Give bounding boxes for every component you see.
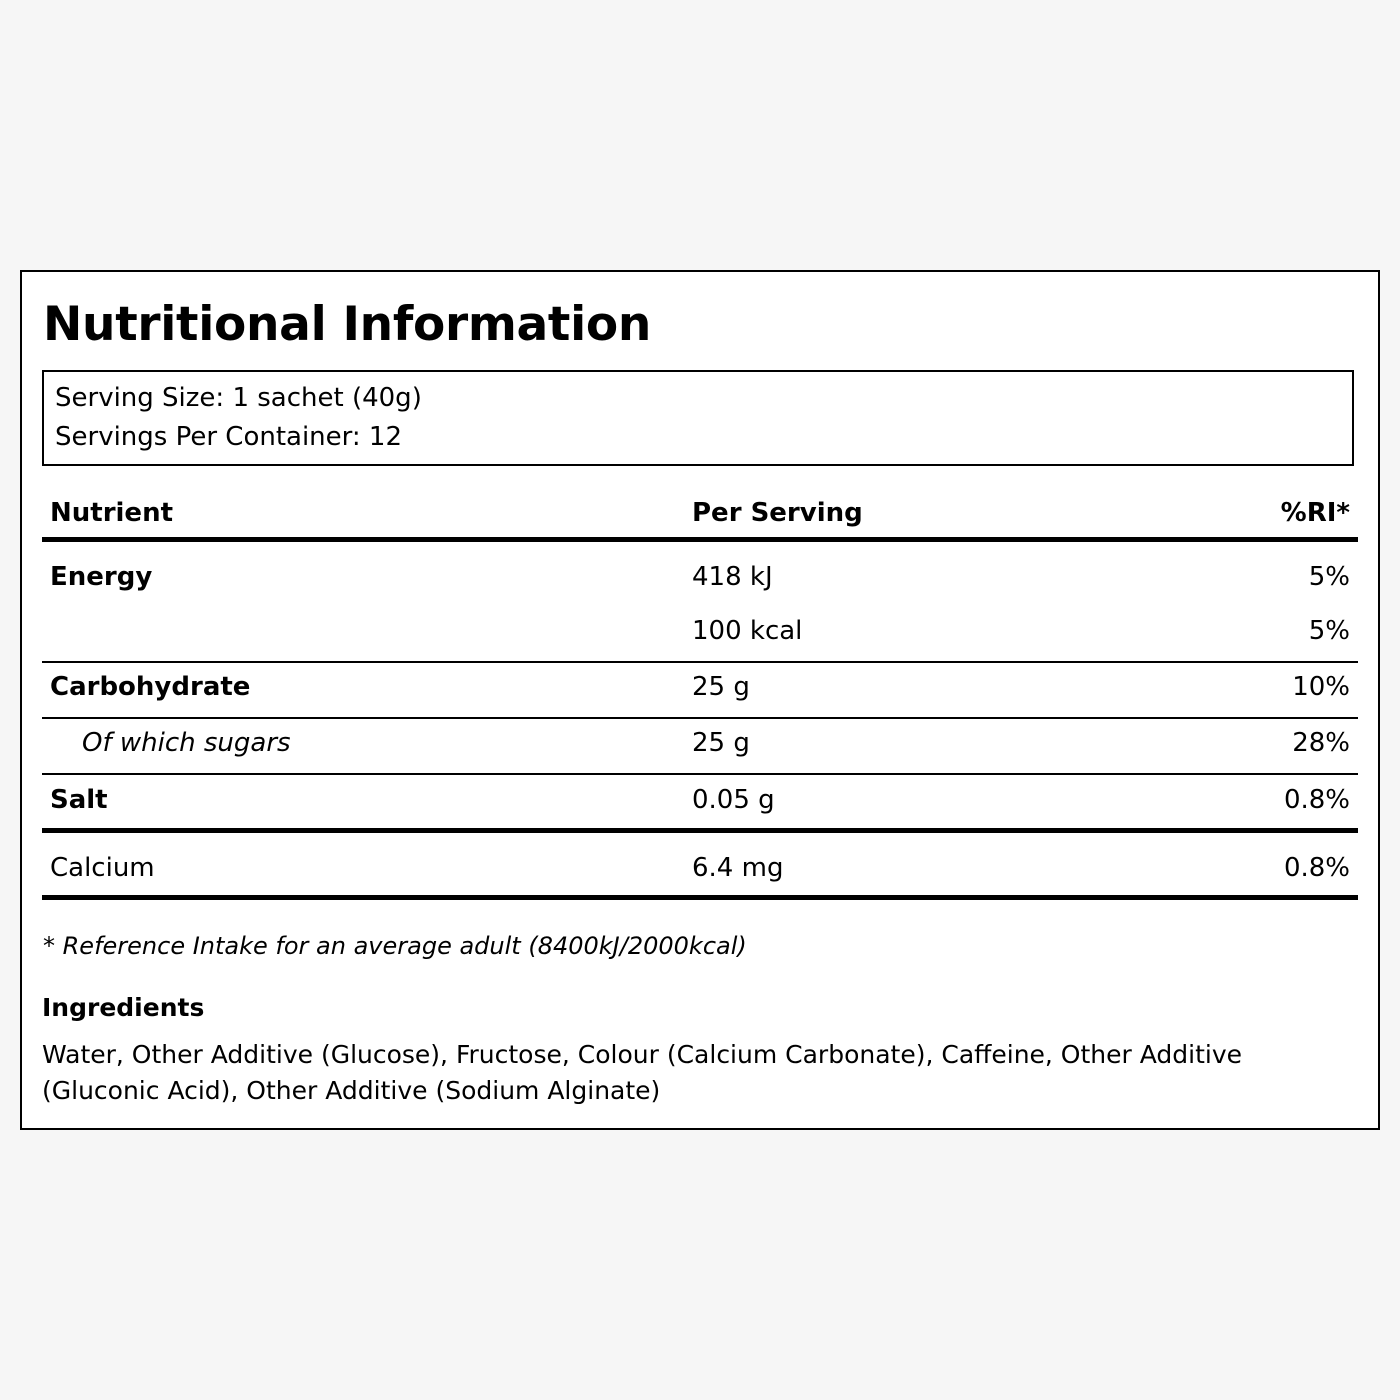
nutrition-table <box>42 490 1358 900</box>
servings-per-container: Servings Per Container: 12 <box>55 422 403 452</box>
per-serving-value: 100 kcal <box>692 616 803 646</box>
table-header-row <box>42 490 1358 542</box>
nutrient-name: Energy <box>50 562 153 592</box>
serving-info-box <box>42 370 1354 466</box>
table-row-energy <box>42 542 1358 663</box>
ri-value: 10% <box>1292 672 1350 702</box>
nutrient-name: Of which sugars <box>82 728 291 758</box>
ri-value: 0.8% <box>1283 853 1350 883</box>
table-row-carbohydrate <box>42 663 1358 719</box>
serving-size: Serving Size: 1 sachet (40g) <box>55 383 422 413</box>
ri-value: 28% <box>1292 728 1350 758</box>
nutrient-name: Calcium <box>50 853 155 883</box>
per-serving-value: 6.4 mg <box>692 853 784 883</box>
table-row-salt <box>42 775 1358 833</box>
per-serving-value: 25 g <box>692 672 750 702</box>
label-title: Nutritional Information <box>43 297 652 352</box>
per-serving-value: 0.05 g <box>692 785 775 815</box>
header-nutrient: Nutrient <box>50 498 174 528</box>
nutrition-label-panel <box>20 270 1380 1130</box>
header-per-serving: Per Serving <box>692 498 863 528</box>
per-serving-value: 25 g <box>692 728 750 758</box>
ri-value: 5% <box>1308 562 1350 592</box>
ri-value: 5% <box>1308 616 1350 646</box>
per-serving-value: 418 kJ <box>692 562 773 592</box>
ingredients-list: Water, Other Additive (Glucose), Fructose, Colour (Calcium Carbonate), Caffeine, Other Additive (Gluconic Acid), Other Additive (Sodium Alginate) <box>42 1040 1243 1105</box>
nutrient-name: Salt <box>50 785 108 815</box>
header-ri: %RI* <box>1280 498 1350 528</box>
table-row-calcium <box>42 833 1358 900</box>
ri-value: 0.8% <box>1283 785 1350 815</box>
ingredients-heading: Ingredients <box>42 993 205 1022</box>
nutrient-name: Carbohydrate <box>50 672 251 702</box>
reference-intake-footnote: * Reference Intake for an average adult (8400kJ/2000kcal) <box>43 932 747 960</box>
table-row-sugars <box>42 719 1358 775</box>
